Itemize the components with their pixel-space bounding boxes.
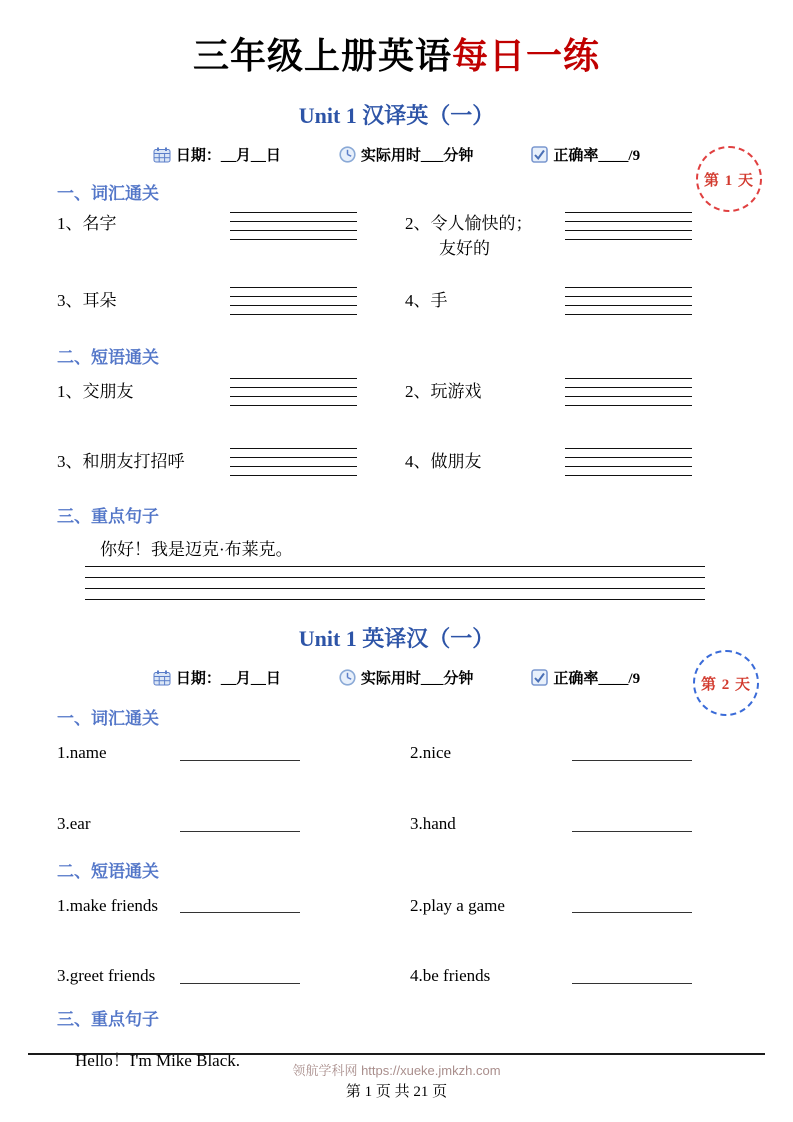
unit1-heading: Unit 1 汉译英（一）	[298, 103, 495, 128]
unit1-vocab-row-1	[57, 212, 793, 261]
date-meta	[153, 667, 281, 688]
phrase-item-label: 3.greet friends	[57, 966, 156, 986]
checkbox-icon	[531, 146, 548, 163]
calendar-icon	[153, 147, 171, 163]
unit1-part1-title: 一、词汇通关	[57, 184, 159, 203]
time-meta	[339, 144, 474, 165]
four-line-grid	[565, 287, 692, 315]
unit2-phrase-row-2	[57, 964, 793, 989]
unit1-meta-row	[0, 144, 793, 165]
answer-area	[230, 448, 405, 476]
answer-blank	[180, 760, 300, 761]
answer-area	[565, 448, 696, 476]
answer-area	[572, 831, 692, 837]
phrase-item-label: 4.be friends	[410, 966, 491, 986]
phrase-item-label: 4、做朋友	[405, 451, 482, 471]
vocab-item-label	[405, 212, 565, 261]
checkbox-icon	[531, 669, 548, 686]
unit1-phrase-row-2	[57, 448, 793, 476]
four-line-grid	[230, 448, 357, 476]
page-number: 第 1 页 共 21 页	[345, 1084, 448, 1100]
day2-badge: 第 2 天	[693, 650, 759, 716]
answer-blank	[180, 831, 300, 832]
answer-area	[572, 912, 692, 918]
answer-area	[180, 912, 410, 918]
unit1-key-sentence: 你好！我是迈克·布莱克。	[100, 540, 293, 560]
unit2-key-sentence: Hello！I'm Mike Black.	[75, 1050, 241, 1070]
date-meta	[153, 144, 281, 165]
unit2-part2-title: 二、短语通关	[57, 861, 159, 881]
answer-area	[230, 212, 405, 240]
unit1-part2-title: 二、短语通关	[57, 348, 159, 368]
answer-area	[565, 287, 696, 315]
vocab-item-label: 2.nice	[410, 743, 452, 763]
vocab-item-label: 1.name	[57, 743, 107, 763]
vocab-item-label: 1、名字	[57, 214, 117, 233]
phrase-item-label: 2.play a game	[410, 895, 505, 915]
title-accent: 每日一练	[452, 36, 601, 76]
answer-blank	[572, 912, 692, 913]
sentence-writing-grid	[85, 566, 705, 600]
answer-area	[180, 983, 410, 989]
four-line-grid	[565, 448, 692, 476]
answer-blank	[180, 912, 300, 913]
time-meta	[339, 667, 474, 688]
phrase-item-label: 3、和朋友打招呼	[57, 451, 185, 471]
unit1-phrase-row-1	[57, 378, 793, 406]
time-label: 实际用时___分钟	[360, 148, 474, 164]
footer-divider	[28, 1053, 765, 1055]
answer-blank	[572, 760, 692, 761]
unit2-phrase-row-1	[57, 894, 793, 919]
four-line-grid	[565, 212, 692, 240]
unit1-vocab-row-2	[57, 287, 793, 315]
four-line-grid	[230, 287, 357, 315]
answer-area	[180, 760, 410, 766]
four-line-grid	[565, 378, 692, 406]
answer-area	[230, 378, 405, 406]
answer-area	[565, 378, 696, 406]
day1-badge: 第 1 天	[696, 146, 762, 212]
unit2-part3-title: 三、重点句子	[57, 1009, 159, 1029]
answer-area	[565, 212, 696, 240]
answer-area	[230, 287, 405, 315]
vocab-item-label: 3.ear	[57, 813, 91, 833]
accuracy-meta	[531, 144, 640, 165]
unit1-part3-title: 三、重点句子	[57, 507, 159, 527]
phrase-item-label: 1、交朋友	[57, 381, 134, 401]
four-line-grid	[230, 378, 357, 406]
unit2-vocab-row-1	[57, 741, 793, 766]
answer-blank	[572, 831, 692, 832]
accuracy-label: 正确率____/9	[553, 671, 641, 688]
date-label: 日期：__月__日	[175, 148, 281, 164]
accuracy-label: 正确率____/9	[553, 148, 641, 164]
date-label: 日期：__月__日	[175, 671, 281, 688]
phrase-item-label: 2、玩游戏	[405, 381, 482, 401]
answer-blank	[180, 983, 300, 984]
answer-area	[180, 831, 410, 837]
vocab-item-label-line2: 友好的	[439, 238, 490, 258]
answer-area	[572, 983, 692, 989]
unit2-meta-row	[0, 667, 793, 688]
four-line-grid	[230, 212, 357, 240]
answer-blank	[572, 983, 692, 984]
title-main: 三年级上册英语	[192, 36, 452, 76]
vocab-item-label: 4、手	[405, 290, 448, 310]
time-label: 实际用时___分钟	[360, 671, 474, 688]
page-title	[0, 0, 793, 79]
vocab-item-label: 3、耳朵	[57, 290, 117, 310]
accuracy-meta	[531, 667, 640, 688]
vocab-item-label-line1: 2、令人愉快的；	[405, 214, 533, 233]
unit2-part1-title: 一、词汇通关	[57, 709, 159, 729]
unit2-vocab-row-2	[57, 812, 793, 837]
clock-icon	[339, 146, 356, 163]
vocab-item-label: 3.hand	[410, 813, 456, 833]
clock-icon	[339, 669, 356, 686]
watermark-text: 领航学科网 https://xueke.jmkzh.com	[292, 1063, 501, 1078]
calendar-icon	[153, 670, 171, 686]
phrase-item-label: 1.make friends	[57, 895, 159, 915]
answer-area	[572, 760, 692, 766]
unit2-heading: Unit 1 英译汉（一）	[298, 626, 495, 652]
